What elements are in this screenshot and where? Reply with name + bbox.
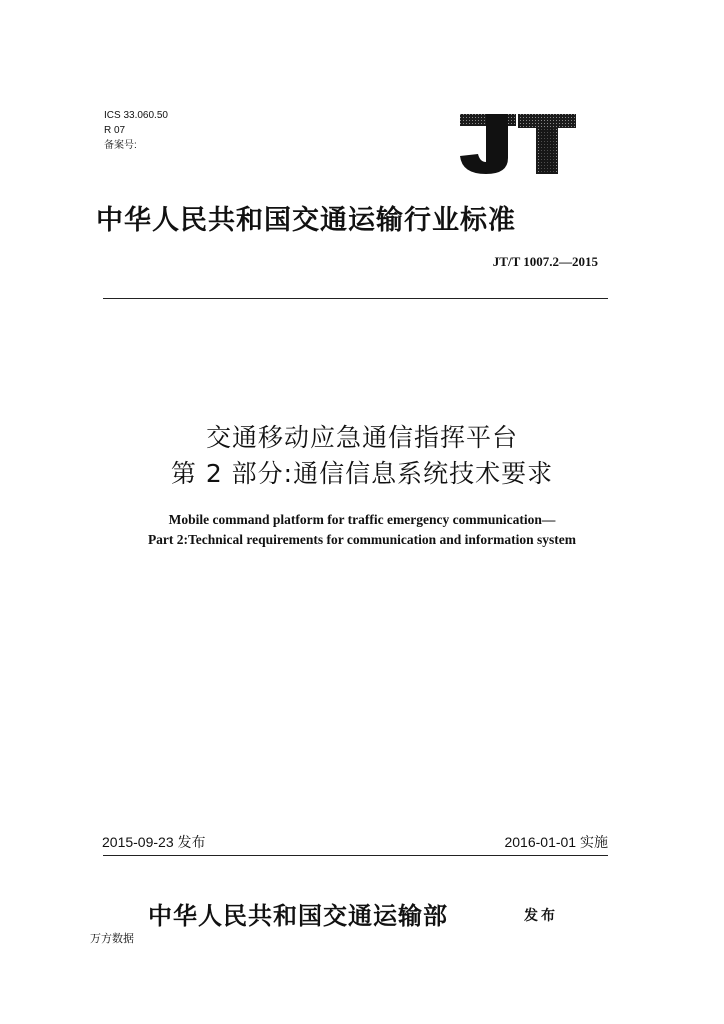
- ics-code: ICS 33.060.50: [104, 110, 168, 121]
- watermark-text: 万方数据: [90, 932, 134, 945]
- effective-date: 2016-01-01 实施: [504, 834, 608, 850]
- logo-t: [518, 114, 576, 174]
- top-divider: [103, 298, 608, 299]
- title-en-line2: Part 2:Technical requirements for communication and information system: [147, 532, 577, 547]
- record-number: 备案号:: [104, 140, 137, 151]
- standard-code: JT/T 1007.2—2015: [492, 254, 598, 269]
- issuer-name: 中华人民共和国交通运输部: [148, 901, 448, 930]
- bottom-divider: [103, 855, 608, 856]
- title-en-line1: Mobile command platform for traffic emergency communication—: [168, 512, 556, 527]
- title-cn-line2: 第 2 部分:通信信息系统技术要求: [170, 459, 554, 488]
- issue-date: 2015-09-23 发布: [102, 834, 206, 850]
- logo-j: [460, 114, 516, 174]
- meta-block: [104, 108, 168, 153]
- class-code: R 07: [104, 125, 126, 136]
- jt-logo: [456, 110, 580, 176]
- title-cn-line1: 交通移动应急通信指挥平台: [205, 423, 518, 452]
- standard-title: 中华人民共和国交通运输行业标准: [96, 205, 516, 236]
- publish-label: 发布: [524, 908, 558, 924]
